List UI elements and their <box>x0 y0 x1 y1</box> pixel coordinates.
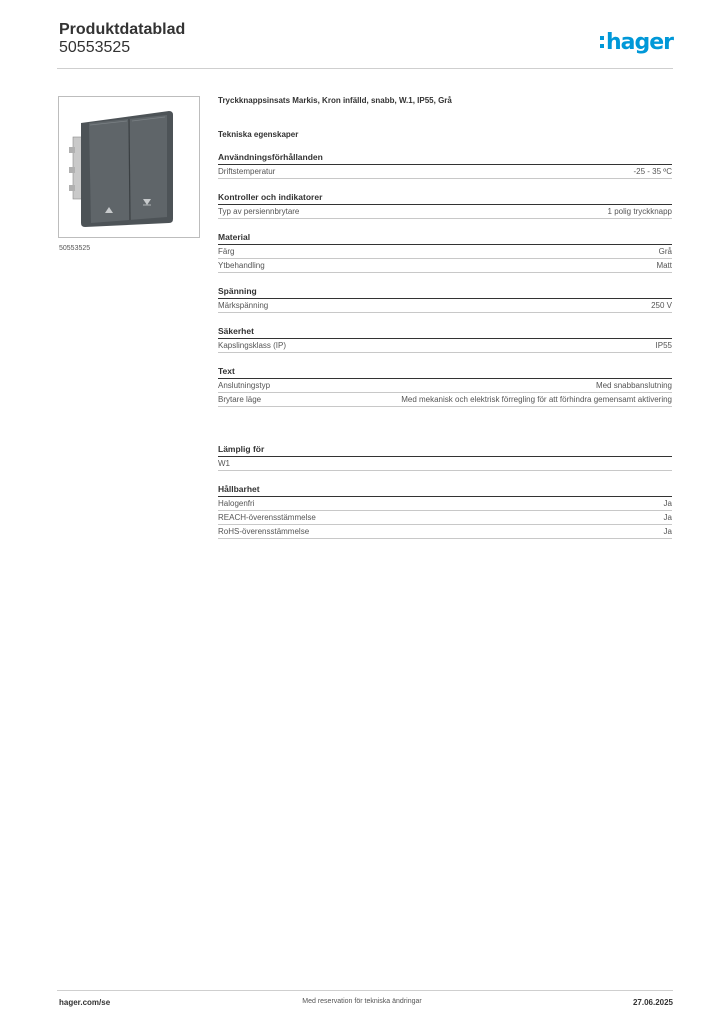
spec-row <box>218 299 672 313</box>
spec-label: Märkspänning <box>218 301 269 310</box>
specification-content <box>218 96 672 539</box>
spec-section <box>218 325 672 353</box>
logo-dots-icon <box>600 36 604 48</box>
spec-label: Ytbehandling <box>218 261 265 270</box>
spec-label: W1 <box>218 459 230 468</box>
spec-label: Anslutningstyp <box>218 381 271 390</box>
spec-label: Typ av persiennbrytare <box>218 207 300 216</box>
spec-value: Grå <box>658 247 672 256</box>
footer-website-link[interactable]: hager.com/se <box>59 998 111 1007</box>
spec-label: Kapslingsklass (IP) <box>218 341 287 350</box>
spec-value: 250 V <box>651 301 672 310</box>
spec-row <box>218 379 672 393</box>
spec-row <box>218 339 672 353</box>
footer-divider <box>57 990 673 991</box>
section-title: Spänning <box>218 285 672 299</box>
spec-label: Driftstemperatur <box>218 167 276 176</box>
specs-subheading: Tekniska egenskaper <box>218 130 299 139</box>
spec-value: Med mekanisk och elektrisk förregling för att förhindra gemensamt aktivering <box>401 395 672 404</box>
spec-row <box>218 511 672 525</box>
section-title: Användningsförhållanden <box>218 151 672 165</box>
image-caption: 50553525 <box>59 245 91 252</box>
spec-row <box>218 457 672 471</box>
spec-section <box>218 443 672 471</box>
section-title: Material <box>218 231 672 245</box>
spec-section <box>218 483 672 539</box>
spec-value: Ja <box>663 527 672 536</box>
spec-row <box>218 393 672 407</box>
product-name: Tryckknappsinsats Markis, Kron infälld, snabb, W.1, IP55, Grå <box>218 96 452 105</box>
hager-logo <box>600 25 673 59</box>
spec-label: Halogenfri <box>218 499 255 508</box>
spec-row <box>218 165 672 179</box>
document-number: 50553525 <box>59 39 131 56</box>
spec-value: -25 - 35 ºC <box>633 167 672 176</box>
section-title: Säkerhet <box>218 325 672 339</box>
section-title: Text <box>218 365 672 379</box>
section-title: Lämplig för <box>218 443 672 457</box>
spec-section <box>218 365 672 407</box>
spec-label: REACH-överensstämmelse <box>218 513 316 522</box>
spec-section <box>218 191 672 219</box>
spec-value: 1 polig tryckknapp <box>607 207 672 216</box>
spec-section <box>218 285 672 313</box>
logo-text: hager <box>605 29 673 55</box>
spec-row <box>218 259 672 273</box>
spec-value: IP55 <box>655 341 672 350</box>
spec-row <box>218 205 672 219</box>
spec-row <box>218 245 672 259</box>
spec-section <box>218 231 672 273</box>
spec-row <box>218 525 672 539</box>
footer-disclaimer: Med reservation för tekniska ändringar <box>302 998 422 1005</box>
spec-section <box>218 151 672 179</box>
spec-label: Färg <box>218 247 235 256</box>
spec-label: Brytare läge <box>218 395 262 404</box>
footer-date: 27.06.2025 <box>632 998 673 1007</box>
spec-value: Ja <box>663 499 672 508</box>
header-divider <box>57 68 673 69</box>
product-photo-icon <box>58 96 200 238</box>
spec-row <box>218 497 672 511</box>
section-title: Hållbarhet <box>218 483 672 497</box>
spec-value: Ja <box>663 513 672 522</box>
section-title: Kontroller och indikatorer <box>218 191 672 205</box>
document-title: Produktdatablad <box>59 21 186 38</box>
spec-label: RoHS-överensstämmelse <box>218 527 310 536</box>
spec-value: Med snabbanslutning <box>595 381 672 390</box>
spec-value: Matt <box>656 261 672 270</box>
